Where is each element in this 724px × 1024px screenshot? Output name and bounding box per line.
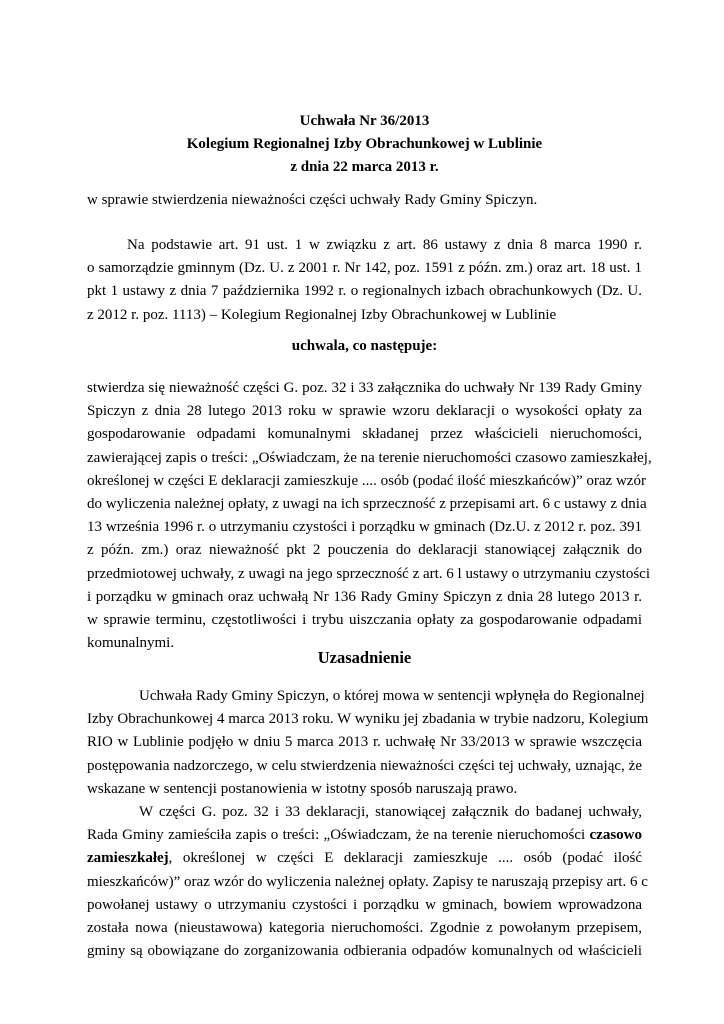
decision-line: i porządku w gminach oraz uchwałą Nr 136 Rady Gminy Spiczyn z dnia 28 lutego 2013 r.	[87, 588, 642, 605]
justification-line: Izby Obrachunkowej 4 marca 2013 roku. W wyniku jej zbadania w trybie nadzoru, Kolegium	[87, 711, 649, 728]
justification-heading: Uzasadnienie	[317, 648, 412, 667]
decision-line: komunalnymi.	[87, 635, 175, 652]
decision-line: określonej w części E deklaracji zamieszkuje .... osób (podać ilość mieszkańców)” oraz wzór	[87, 472, 646, 489]
justification-paragraph-1	[87, 685, 649, 801]
resolution-number: Uchwała Nr 36/2013	[299, 113, 430, 129]
resolves-heading: uchwala, co następuje:	[291, 338, 438, 354]
justification-line: postępowania nadzorczego, w celu stwierdzenia nieważności części tej uchwały, uznając, że	[87, 757, 642, 774]
justification-line: gminy są obowiązane do zorganizowania odbierania odpadów komunalnych od właścicieli	[87, 943, 642, 960]
justification-line: mieszkańców)” oraz wzór do wyliczenia należnej opłaty. Zapisy te naruszają przepisy art. 6 c	[87, 873, 648, 890]
decision-line: do wyliczenia należnej opłaty, z uwagi na ich sprzeczność z przepisami art. 6 c ustawy z dnia	[87, 495, 647, 512]
resolution-subject: w sprawie stwierdzenia nieważności części uchwały Rady Gminy Spiczyn.	[87, 192, 538, 208]
justification-line: Uchwała Rady Gminy Spiczyn, o której mowa w sentencji wpłynęła do Regionalnej	[139, 688, 645, 704]
decision-line: Spiczyn z dnia 28 lutego 2013 roku w sprawie wzoru deklaracji o wysokości opłaty za	[87, 403, 642, 420]
justification-line: RIO w Lublinie podjęło w dniu 5 marca 2013 r. uchwałę Nr 33/2013 w sprawie wszczęcia	[87, 734, 642, 751]
decision-line: zawierającej zapis o treści: „Oświadczam, że na terenie nieruchomości czasowo zamieszkałej,	[87, 449, 652, 466]
decision-line: 13 września 1996 r. o utrzymaniu czystości i porządku w gminach (Dz.U. z 2012 r. poz. 391	[87, 519, 642, 536]
bold-phrase: zamieszkałej	[87, 850, 169, 867]
justification-line: zamieszkałej, określonej w części E deklaracji zamieszkuje .... osób (podać ilość	[87, 850, 642, 867]
justification-line: W części G. poz. 32 i 33 deklaracji, stanowiącej załącznik do badanej uchwały,	[139, 804, 642, 820]
issuing-body: Kolegium Regionalnej Izby Obrachunkowej w Lublinie	[186, 136, 543, 153]
decision-line: stwierdza się nieważność części G. poz. 32 i 33 załącznika do uchwały Nr 139 Rady Gminy	[87, 380, 642, 396]
bold-phrase: czasowo	[589, 827, 642, 844]
decision-line: z późn. zm.) oraz nieważność pkt 2 pouczenia do deklaracji stanowiącej załącznik do	[87, 542, 642, 559]
decision-line: w sprawie terminu, częstotliwości i trybu uiszczania opłaty za gospodarowanie odpadami	[87, 611, 642, 628]
preamble-line: Na podstawie art. 91 ust. 1 w związku z art. 86 ustawy z dnia 8 marca 1990 r.	[127, 237, 642, 253]
preamble-line: o samorządzie gminnym (Dz. U. z 2001 r. Nr 142, poz. 1591 z późn. zm.) oraz art. 18 ust. 1	[87, 260, 642, 277]
justification-line: została nowa (nieustawowa) kategoria nieruchomości. Zgodnie z powołanym przepisem,	[87, 919, 642, 936]
justification-line: wskazane w sentencji postanowienia w istotny sposób naruszają prawo.	[87, 780, 518, 797]
justification-line: powołanej ustawy o utrzymaniu czystości i porządku w gminach, bowiem wprowadzona	[87, 896, 642, 913]
preamble-paragraph	[87, 234, 642, 327]
decision-line: przedmiotowej uchwały, z uwagi na jego sprzeczność z art. 6 l ustawy o utrzymaniu czystości	[87, 565, 651, 582]
justification-line: Rada Gminy zamieściła zapis o treści: „Oświadczam, że na terenie nieruchomości czasowo	[87, 827, 642, 844]
preamble-line: z 2012 r. poz. 1113) – Kolegium Regionalnej Izby Obrachunkowej w Lublinie	[87, 306, 557, 323]
justification-paragraph-2	[87, 801, 648, 963]
preamble-line: pkt 1 ustawy z dnia 7 października 1992 r. o regionalnych izbach obrachunkowych (Dz. U.	[87, 283, 642, 300]
decision-paragraph	[87, 377, 652, 655]
resolution-date: z dnia 22 marca 2013 r.	[290, 159, 439, 176]
decision-line: gospodarowanie odpadami komunalnymi składanej przez właścicieli nieruchomości,	[87, 426, 642, 443]
resolution-header	[87, 110, 642, 180]
